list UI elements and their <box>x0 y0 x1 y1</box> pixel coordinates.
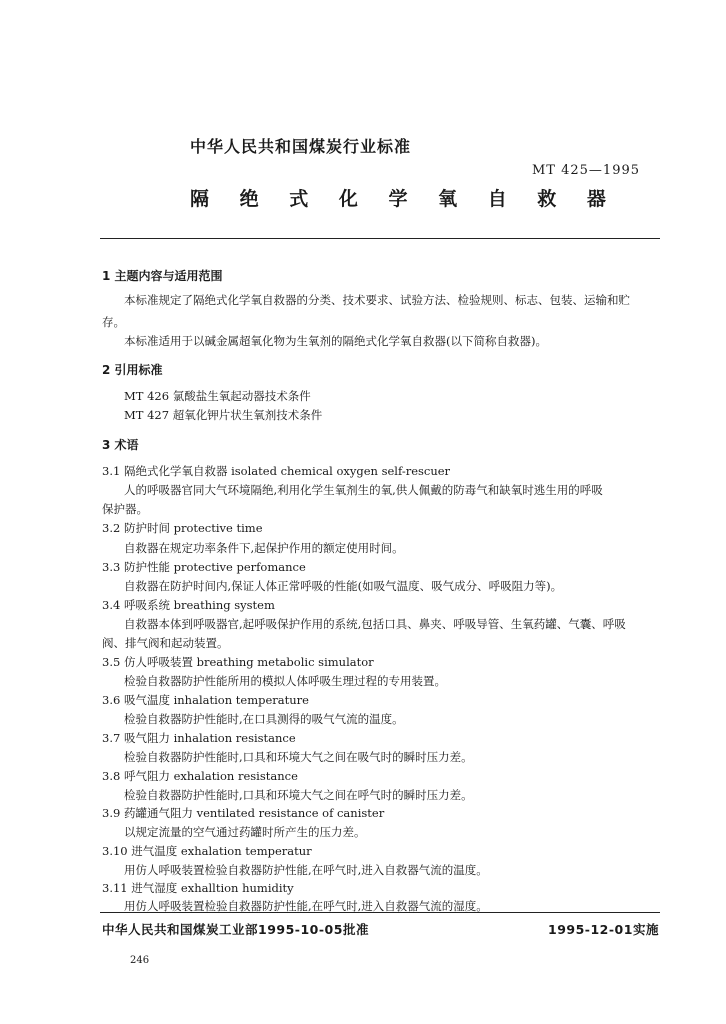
term-3-3: 3.3 防护性能 protective perfomance <box>102 560 306 574</box>
term-3-9: 3.9 药罐通气阻力 ventilated resistance of canister <box>102 806 385 820</box>
section-2-heading: 2 引用标准 <box>102 363 163 377</box>
def-3-3: 自救器在防护时间内,保证人体正常呼吸的性能(如吸气温度、吸气成分、呼吸阻力等)。 <box>124 579 563 593</box>
term-3-5: 3.5 仿人呼吸装置 breathing metabolic simulator <box>102 655 374 669</box>
term-3-4: 3.4 呼吸系统 breathing system <box>102 598 275 612</box>
def-3-9: 以规定流量的空气通过药罐时所产生的压力差。 <box>124 825 366 839</box>
reference-1: MT 426 氯酸盐生氧起动器技术条件 <box>124 389 311 403</box>
term-3-8: 3.8 呼气阻力 exhalation resistance <box>102 769 298 783</box>
term-3-10: 3.10 进气温度 exhalation temperatur <box>102 844 312 858</box>
def-3-1b: 保护器。 <box>102 502 148 516</box>
term-3-1: 3.1 隔绝式化学氧自救器 isolated chemical oxygen self-rescuer <box>102 464 451 478</box>
def-3-4a: 自救器本体到呼吸器官,起呼吸保护作用的系统,包括口具、鼻夹、呼吸导管、生氧药罐、气囊、呼吸 <box>124 617 626 631</box>
reference-2: MT 427 超氧化钾片状生氧剂技术条件 <box>124 408 323 422</box>
term-3-11: 3.11 进气湿度 exhalltion humidity <box>102 881 294 895</box>
section-1-para-1b: 存。 <box>102 315 125 329</box>
section-1-heading: 1 主题内容与适用范围 <box>102 269 223 283</box>
def-3-8: 检验自救器防护性能时,口具和环境大气之间在呼气时的瞬时压力差。 <box>124 788 473 802</box>
def-3-1a: 人的呼吸器官同大气环境隔绝,利用化学生氧剂生的氧,供人佩戴的防毒气和缺氧时逃生用的呼吸 <box>124 483 603 497</box>
section-1-para-1a: 本标准规定了隔绝式化学氧自救器的分类、技术要求、试验方法、检验规则、标志、包装、运输和贮 <box>124 293 630 307</box>
def-3-5: 检验自救器防护性能所用的模拟人体呼吸生理过程的专用装置。 <box>124 674 446 688</box>
section-1-para-2: 本标准适用于以碱金属超氧化物为生氧剂的隔绝式化学氧自救器(以下简称自救器)。 <box>124 334 547 348</box>
bottom-rule <box>100 912 660 913</box>
issuer-title: 中华人民共和国煤炭行业标准 <box>190 137 412 156</box>
term-3-2: 3.2 防护时间 protective time <box>102 521 263 535</box>
top-rule <box>100 238 660 239</box>
def-3-11: 用仿人呼吸装置检验自救器防护性能,在呼气时,进入自救器气流的湿度。 <box>124 899 488 913</box>
term-3-6: 3.6 吸气温度 inhalation temperature <box>102 693 309 707</box>
def-3-10: 用仿人呼吸装置检验自救器防护性能,在呼气时,进入自救器气流的温度。 <box>124 863 488 877</box>
def-3-7: 检验自救器防护性能时,口具和环境大气之间在吸气时的瞬时压力差。 <box>124 750 473 764</box>
def-3-2: 自救器在规定功率条件下,起保护作用的额定使用时间。 <box>124 541 404 555</box>
term-3-7: 3.7 吸气阻力 inhalation resistance <box>102 731 296 745</box>
section-3-heading: 3 术语 <box>102 438 139 452</box>
document-title: 隔 绝 式 化 学 氧 自 救 器 <box>190 188 618 210</box>
effective-date: 1995-12-01实施 <box>548 922 659 937</box>
page-number: 246 <box>130 955 150 966</box>
standard-code: MT 425—1995 <box>532 163 641 178</box>
def-3-6: 检验自救器防护性能时,在口具测得的吸气气流的温度。 <box>124 712 404 726</box>
approval-line: 中华人民共和国煤炭工业部1995-10-05批准 <box>102 922 369 937</box>
def-3-4b: 阀、排气阀和起动装置。 <box>102 636 229 650</box>
